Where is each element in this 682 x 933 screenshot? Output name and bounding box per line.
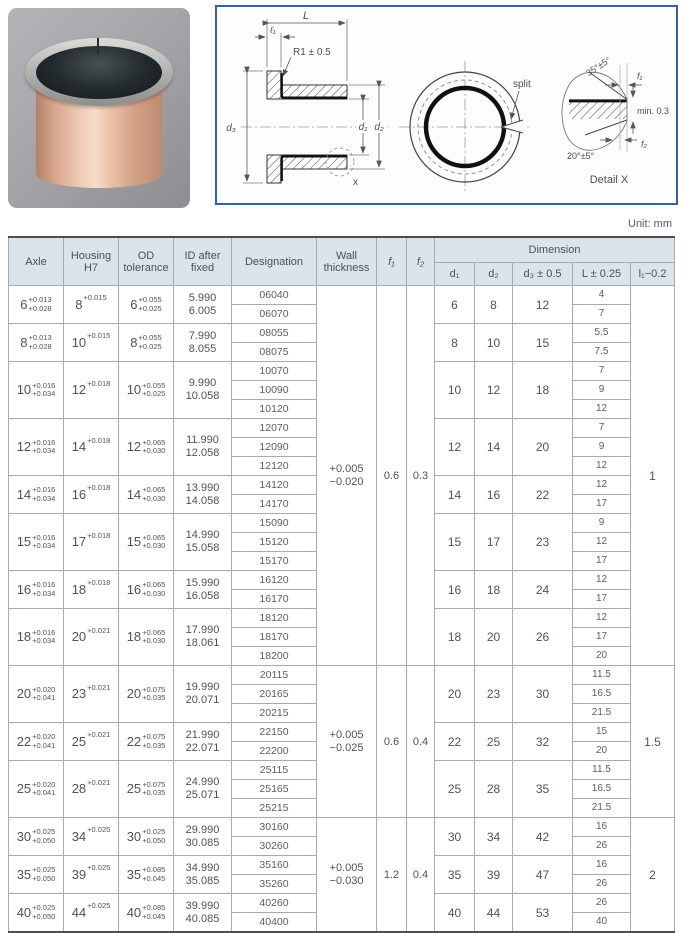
L-cell: 9 [573, 438, 631, 457]
designation-cell: 25165 [232, 780, 317, 799]
col-f2-header: f₂ [407, 237, 435, 286]
designation-cell: 20215 [232, 704, 317, 723]
label-d3: d₃ [226, 123, 236, 134]
L-cell: 12 [573, 400, 631, 419]
L-cell: 17 [573, 495, 631, 514]
od-tolerance-cell: 15 +0.065 +0.030 [119, 514, 174, 571]
d3-cell: 12 [513, 286, 573, 324]
table-header [9, 237, 675, 286]
d1-cell: 16 [435, 571, 475, 609]
id-after-fixed-cell: 29.990 30.085 [174, 818, 232, 856]
L-cell: 7 [573, 305, 631, 324]
L-cell: 26 [573, 837, 631, 856]
table-row [9, 666, 675, 685]
col-f1-header: f₁ [377, 237, 407, 286]
id-after-fixed-cell: 11.990 12.058 [174, 419, 232, 476]
L-cell: 11.5 [573, 761, 631, 780]
axle-cell: 12 +0.016 +0.034 [9, 419, 64, 476]
id-after-fixed-cell: 39.990 40.085 [174, 894, 232, 933]
housing-cell: 16 +0.018 [64, 476, 119, 514]
label-f2: f₂ [641, 139, 647, 149]
d1-cell: 14 [435, 476, 475, 514]
d3-cell: 47 [513, 856, 573, 894]
L-cell: 16 [573, 818, 631, 837]
axle-cell: 8 +0.013 +0.028 [9, 324, 64, 362]
id-after-fixed-cell: 15.990 16.058 [174, 571, 232, 609]
designation-cell: 25115 [232, 761, 317, 780]
axle-cell: 20 +0.020 +0.041 [9, 666, 64, 723]
d3-cell: 18 [513, 362, 573, 419]
designation-cell: 12120 [232, 457, 317, 476]
designation-cell: 08075 [232, 343, 317, 362]
d1-cell: 6 [435, 286, 475, 324]
d2-cell: 28 [475, 761, 513, 818]
id-after-fixed-cell: 5.990 6.005 [174, 286, 232, 324]
col-dimension-header: Dimension [435, 237, 675, 263]
L-cell: 16.5 [573, 780, 631, 799]
designation-cell: 15090 [232, 514, 317, 533]
d3-cell: 53 [513, 894, 573, 933]
L-cell: 40 [573, 913, 631, 933]
housing-cell: 14 +0.018 [64, 419, 119, 476]
col-designation-header: Designation [232, 237, 317, 286]
L-cell: 21.5 [573, 799, 631, 818]
axle-cell: 16 +0.016 +0.034 [9, 571, 64, 609]
f2-cell: 0.3 [407, 286, 435, 666]
d1-cell: 40 [435, 894, 475, 933]
designation-cell: 06040 [232, 286, 317, 305]
label-d2: d₂ [374, 122, 384, 133]
id-after-fixed-cell: 13.990 14.058 [174, 476, 232, 514]
f1-cell: 0.6 [377, 286, 407, 666]
id-after-fixed-cell: 21.990 22.071 [174, 723, 232, 761]
col-od-tolerance-header: OD tolerance [119, 237, 174, 286]
L-cell: 15 [573, 723, 631, 742]
label-r1: R1 ± 0.5 [293, 47, 331, 58]
od-tolerance-cell: 10 +0.055 +0.025 [119, 362, 174, 419]
col-wall-thickness-header: Wall thickness [317, 237, 377, 286]
housing-cell: 28 +0.021 [64, 761, 119, 818]
label-f1: f₁ [637, 71, 643, 81]
axle-cell: 15 +0.016 +0.034 [9, 514, 64, 571]
axle-cell: 14 +0.016 +0.034 [9, 476, 64, 514]
label-split: split [513, 79, 531, 90]
designation-cell: 40260 [232, 894, 317, 913]
technical-drawing [217, 7, 676, 203]
od-tolerance-cell: 6 +0.055 +0.025 [119, 286, 174, 324]
designation-cell: 10070 [232, 362, 317, 381]
designation-cell: 16170 [232, 590, 317, 609]
d2-cell: 34 [475, 818, 513, 856]
d1-cell: 25 [435, 761, 475, 818]
designation-cell: 18120 [232, 609, 317, 628]
designation-cell: 16120 [232, 571, 317, 590]
od-tolerance-cell: 22 +0.075 +0.035 [119, 723, 174, 761]
d1-cell: 18 [435, 609, 475, 666]
dimension-table [8, 236, 675, 933]
d3-cell: 30 [513, 666, 573, 723]
L-cell: 12 [573, 476, 631, 495]
designation-cell: 22150 [232, 723, 317, 742]
L-cell: 12 [573, 571, 631, 590]
d2-cell: 18 [475, 571, 513, 609]
axle-cell: 6 +0.013 +0.028 [9, 286, 64, 324]
col-L-header: L ± 0.25 [573, 263, 631, 286]
l1-cell: 1.5 [631, 666, 675, 818]
designation-cell: 06070 [232, 305, 317, 324]
housing-cell: 12 +0.018 [64, 362, 119, 419]
designation-cell: 08055 [232, 324, 317, 343]
d2-cell: 16 [475, 476, 513, 514]
d3-cell: 15 [513, 324, 573, 362]
L-cell: 26 [573, 875, 631, 894]
L-cell: 12 [573, 533, 631, 552]
l1-cell: 1 [631, 286, 675, 666]
L-cell: 12 [573, 609, 631, 628]
d2-cell: 25 [475, 723, 513, 761]
col-l1-header: l₁−0.2 [631, 263, 675, 286]
L-cell: 9 [573, 381, 631, 400]
designation-cell: 15120 [232, 533, 317, 552]
designation-cell: 10090 [232, 381, 317, 400]
designation-cell: 20115 [232, 666, 317, 685]
designation-cell: 18200 [232, 647, 317, 666]
d1-cell: 22 [435, 723, 475, 761]
label-bottom-angle: 20°±5° [567, 151, 595, 161]
col-d1-header: d₁ [435, 263, 475, 286]
f1-cell: 0.6 [377, 666, 407, 818]
label-L: L [302, 10, 310, 22]
col-axle-header: Axle [9, 237, 64, 286]
col-id-after-fixed-header: ID after fixed [174, 237, 232, 286]
d3-cell: 23 [513, 514, 573, 571]
d3-cell: 22 [513, 476, 573, 514]
label-d1: d₁ [358, 122, 368, 133]
L-cell: 7.5 [573, 343, 631, 362]
d1-cell: 15 [435, 514, 475, 571]
bushing-photo [8, 8, 190, 208]
axle-cell: 18 +0.016 +0.034 [9, 609, 64, 666]
L-cell: 9 [573, 514, 631, 533]
L-cell: 7 [573, 362, 631, 381]
d2-cell: 17 [475, 514, 513, 571]
housing-cell: 20 +0.021 [64, 609, 119, 666]
od-tolerance-cell: 16 +0.065 +0.030 [119, 571, 174, 609]
label-l1: ℓ₁ [270, 25, 276, 35]
housing-cell: 25 +0.021 [64, 723, 119, 761]
d2-cell: 10 [475, 324, 513, 362]
front-view [399, 61, 531, 193]
od-tolerance-cell: 40 +0.085 +0.045 [119, 894, 174, 933]
designation-cell: 22200 [232, 742, 317, 761]
wall-thickness-cell: +0.005 −0.020 [317, 286, 377, 666]
housing-cell: 39 +0.025 [64, 856, 119, 894]
spec-table-body [9, 286, 675, 933]
label-x: x [353, 177, 358, 188]
top-section [0, 0, 682, 212]
wall-thickness-cell: +0.005 −0.030 [317, 818, 377, 933]
housing-cell: 23 +0.021 [64, 666, 119, 723]
housing-cell: 17 +0.018 [64, 514, 119, 571]
designation-cell: 35260 [232, 875, 317, 894]
d1-cell: 8 [435, 324, 475, 362]
axle-cell: 40 +0.025 +0.050 [9, 894, 64, 933]
bushing-bore [36, 46, 162, 99]
od-tolerance-cell: 20 +0.075 +0.035 [119, 666, 174, 723]
L-cell: 21.5 [573, 704, 631, 723]
table-row [9, 818, 675, 837]
id-after-fixed-cell: 19.990 20.071 [174, 666, 232, 723]
L-cell: 17 [573, 628, 631, 647]
technical-drawing-box [215, 5, 678, 205]
d1-cell: 30 [435, 818, 475, 856]
od-tolerance-cell: 18 +0.065 +0.030 [119, 609, 174, 666]
f2-cell: 0.4 [407, 666, 435, 818]
L-cell: 16.5 [573, 685, 631, 704]
L-cell: 7 [573, 419, 631, 438]
axle-cell: 22 +0.020 +0.041 [9, 723, 64, 761]
d2-cell: 12 [475, 362, 513, 419]
d2-cell: 14 [475, 419, 513, 476]
label-detail-x: Detail X [589, 174, 629, 186]
id-after-fixed-cell: 14.990 15.058 [174, 514, 232, 571]
L-cell: 16 [573, 856, 631, 875]
L-cell: 17 [573, 590, 631, 609]
col-d2-header: d₂ [475, 263, 513, 286]
d2-cell: 39 [475, 856, 513, 894]
housing-cell: 18 +0.018 [64, 571, 119, 609]
id-after-fixed-cell: 9.990 10.058 [174, 362, 232, 419]
d3-cell: 35 [513, 761, 573, 818]
f1-cell: 1.2 [377, 818, 407, 933]
designation-cell: 14120 [232, 476, 317, 495]
d3-cell: 42 [513, 818, 573, 856]
d2-cell: 20 [475, 609, 513, 666]
od-tolerance-cell: 25 +0.075 +0.035 [119, 761, 174, 818]
axle-cell: 10 +0.016 +0.034 [9, 362, 64, 419]
od-tolerance-cell: 14 +0.065 +0.030 [119, 476, 174, 514]
designation-cell: 14170 [232, 495, 317, 514]
designation-cell: 12070 [232, 419, 317, 438]
d2-cell: 8 [475, 286, 513, 324]
housing-cell: 10 +0.015 [64, 324, 119, 362]
L-cell: 4 [573, 286, 631, 305]
designation-cell: 30260 [232, 837, 317, 856]
id-after-fixed-cell: 24.990 25.071 [174, 761, 232, 818]
l1-cell: 2 [631, 818, 675, 933]
housing-cell: 34 +0.025 [64, 818, 119, 856]
id-after-fixed-cell: 34.990 35.085 [174, 856, 232, 894]
housing-cell: 44 +0.025 [64, 894, 119, 933]
wall-thickness-cell: +0.005 −0.025 [317, 666, 377, 818]
L-cell: 20 [573, 647, 631, 666]
L-cell: 20 [573, 742, 631, 761]
designation-cell: 15170 [232, 552, 317, 571]
axle-cell: 35 +0.025 +0.050 [9, 856, 64, 894]
designation-cell: 25215 [232, 799, 317, 818]
d3-cell: 20 [513, 419, 573, 476]
designation-cell: 30160 [232, 818, 317, 837]
axle-cell: 30 +0.025 +0.050 [9, 818, 64, 856]
d1-cell: 12 [435, 419, 475, 476]
L-cell: 26 [573, 894, 631, 913]
od-tolerance-cell: 30 +0.025 +0.050 [119, 818, 174, 856]
housing-cell: 8 +0.015 [64, 286, 119, 324]
designation-cell: 40400 [232, 913, 317, 933]
unit-label: Unit: mm [628, 218, 672, 230]
label-top-angle: 35°±5° [584, 54, 613, 79]
L-cell: 12 [573, 457, 631, 476]
detail-x-view [562, 63, 642, 152]
label-min: min. 0.3 [637, 106, 670, 116]
designation-cell: 35160 [232, 856, 317, 875]
col-d3-header: d₃ ± 0.5 [513, 263, 573, 286]
d1-cell: 35 [435, 856, 475, 894]
axle-cell: 25 +0.020 +0.041 [9, 761, 64, 818]
d3-cell: 26 [513, 609, 573, 666]
id-after-fixed-cell: 7.990 8.055 [174, 324, 232, 362]
table-row [9, 286, 675, 305]
designation-cell: 18170 [232, 628, 317, 647]
bushing-split [97, 38, 99, 54]
d3-cell: 24 [513, 571, 573, 609]
od-tolerance-cell: 8 +0.055 +0.025 [119, 324, 174, 362]
col-housing-header: Housing H7 [64, 237, 119, 286]
od-tolerance-cell: 35 +0.085 +0.045 [119, 856, 174, 894]
od-tolerance-cell: 12 +0.065 +0.030 [119, 419, 174, 476]
d3-cell: 32 [513, 723, 573, 761]
L-cell: 5.5 [573, 324, 631, 343]
L-cell: 11.5 [573, 666, 631, 685]
id-after-fixed-cell: 17.990 18.061 [174, 609, 232, 666]
designation-cell: 10120 [232, 400, 317, 419]
f2-cell: 0.4 [407, 818, 435, 933]
designation-cell: 12090 [232, 438, 317, 457]
d1-cell: 10 [435, 362, 475, 419]
designation-cell: 20165 [232, 685, 317, 704]
d1-cell: 20 [435, 666, 475, 723]
d2-cell: 44 [475, 894, 513, 933]
d2-cell: 23 [475, 666, 513, 723]
L-cell: 17 [573, 552, 631, 571]
